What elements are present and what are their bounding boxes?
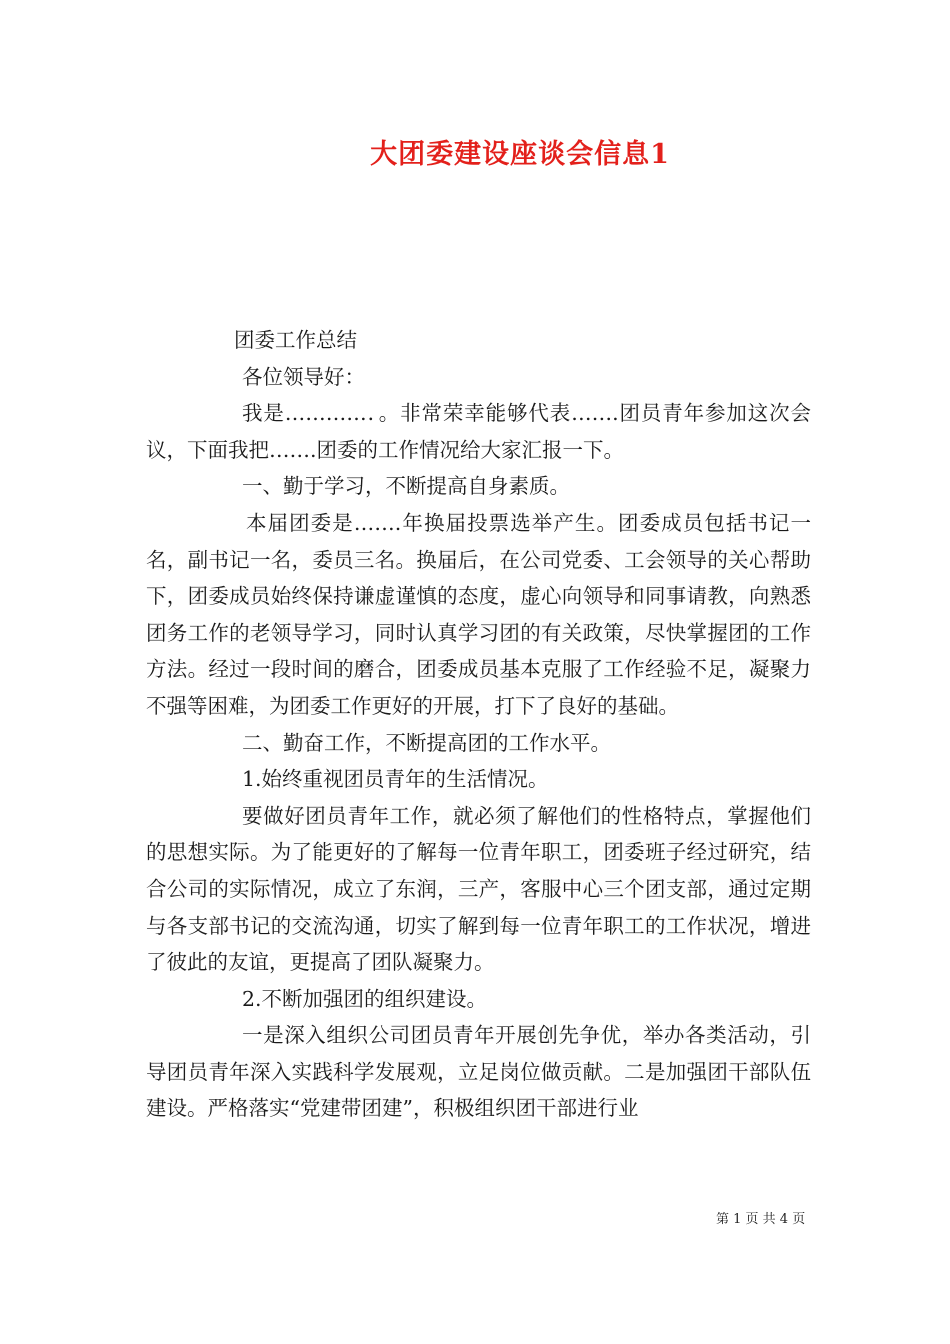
salutation: 各位领导好： — [242, 364, 365, 389]
section-heading-2: 二、勤奋工作，不断提高团的工作水平。 — [242, 730, 611, 755]
page-number: 第 1 页 共 4 页 — [716, 1212, 806, 1227]
subsection-heading-2: 2.不断加强团的组织建设。 — [242, 986, 488, 1011]
paragraph-section-1: 本届团委是…….年换届投票选举产生。团委成员包括书记一名，副书记一名，委员三名。换届后，在公司党委、工会领导的关心帮助下，团委成员始终保持谦虚谨慎的态度，虚心向领导和同事请教，向熟悉团务工作的老领导学习，同时认真学习团的有关政策，尽快掌握团的工作方法。经过一段时间的磨合，团委成员基本克服了工作经验不足，凝聚力不强等困难，为团委工作更好的开展，打下了良好的基础。 — [146, 510, 811, 718]
paragraph-subsection-1: 要做好团员青年工作，就必须了解他们的性格特点，掌握他们的思想实际。为了能更好的了解每一位青年职工，团委班子经过研究，结合公司的实际情况，成立了东润，三产，客服中心三个团支部，通过定期与各支部书记的交流沟通，切实了解到每一位青年职工的工作状况，增进了彼此的友谊，更提高了团队凝聚力。 — [146, 803, 811, 975]
document-body — [146, 322, 811, 1127]
paragraph-intro: 我是…………．。非常荣幸能够代表…….团员青年参加这次会议，下面我把…….团委的工作情况给大家汇报一下。 — [146, 401, 811, 462]
heading-work-summary: 团委工作总结 — [234, 328, 357, 352]
paragraph-subsection-2: 一是深入组织公司团员青年开展创先争优，举办各类活动，引导团员青年深入实践科学发展观，立足岗位做贡献。二是加强团干部队伍建设。严格落实“党建带团建”，积极组织团干部进行业 — [146, 1023, 811, 1121]
section-heading-1: 一、勤于学习，不断提高自身素质。 — [242, 474, 570, 499]
document-title: 大团委建设座谈会信息1 — [370, 139, 670, 170]
subsection-heading-1: 1.始终重视团员青年的生活情况。 — [242, 767, 549, 792]
